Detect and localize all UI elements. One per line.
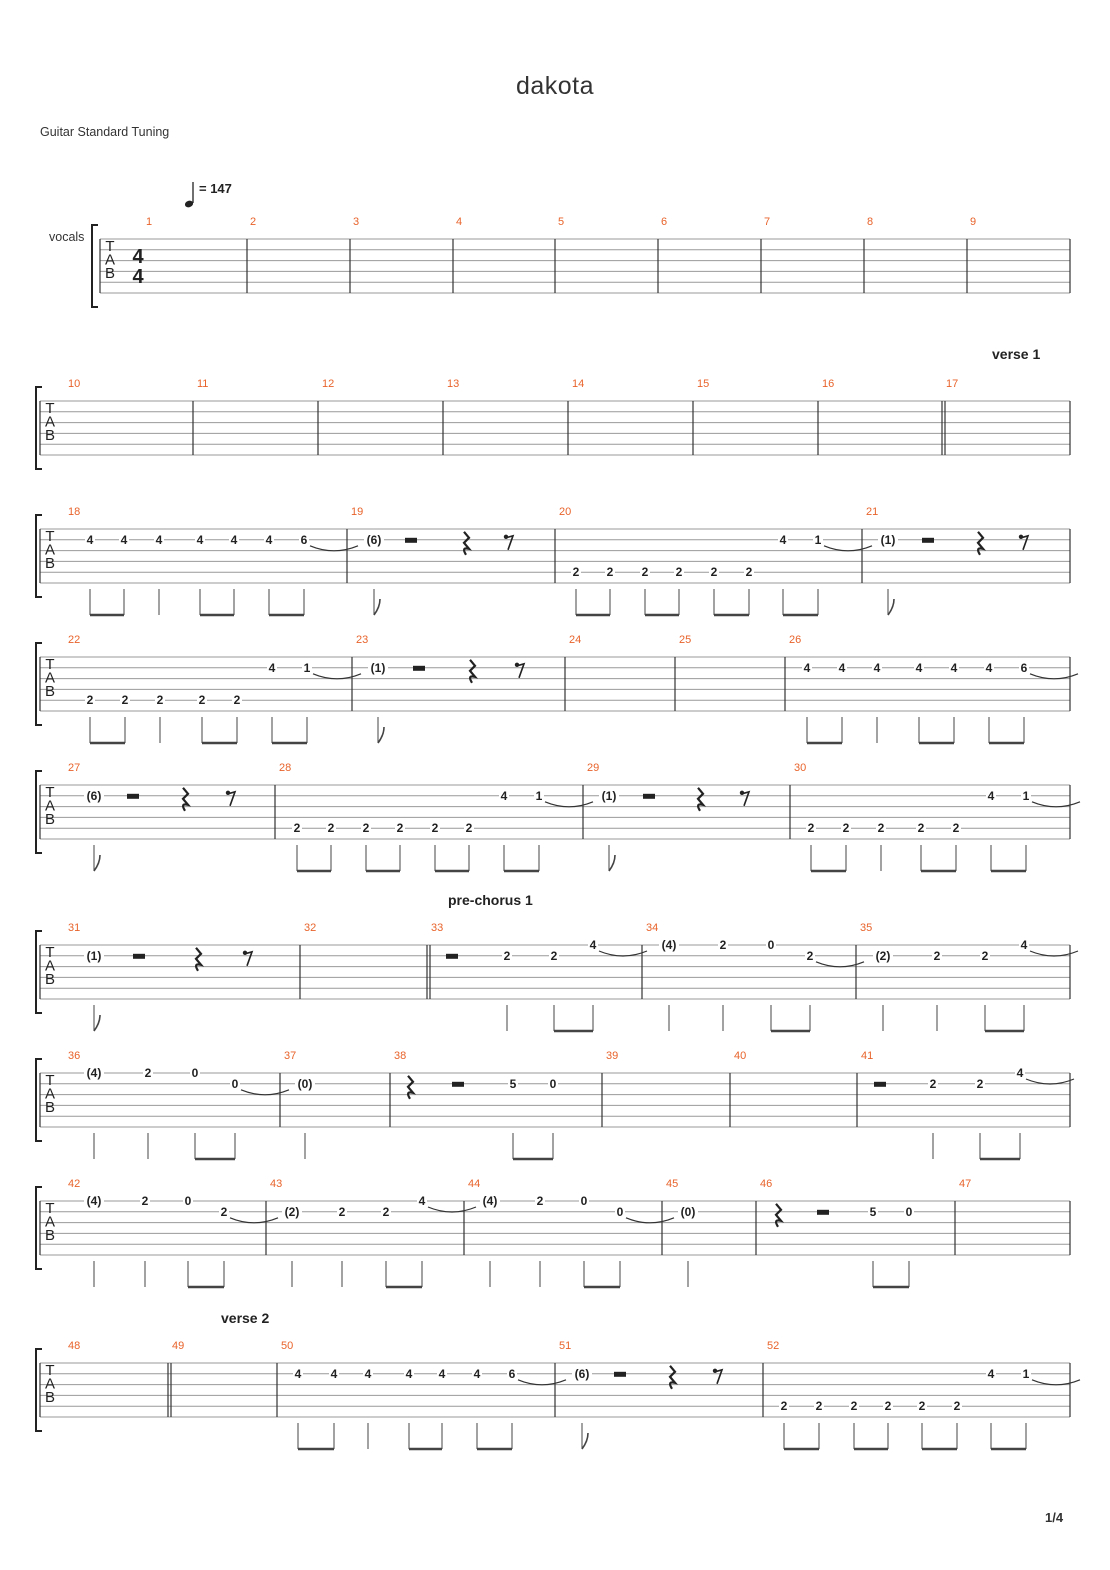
measure-number: 38 <box>394 1050 407 1062</box>
measure-number: 24 <box>569 634 582 646</box>
measure-number: 26 <box>789 634 802 646</box>
note-flag <box>582 1433 588 1449</box>
system-bracket <box>36 515 42 597</box>
note-flag <box>888 599 894 615</box>
fret-number: 5 <box>869 1204 877 1219</box>
measure-number: 5 <box>558 216 565 228</box>
fret-number: 6 <box>508 1366 516 1381</box>
tab-clef-letter: T <box>45 1072 55 1089</box>
system-bracket <box>36 1187 42 1269</box>
tab-clef-letter: A <box>44 1085 56 1103</box>
fret-number: 4 <box>987 788 995 803</box>
measure-number: 12 <box>322 378 335 390</box>
measure-number: 3 <box>353 216 360 228</box>
fret-number: 4 <box>155 532 163 547</box>
quarter-rest <box>183 788 188 811</box>
fret-number: 2 <box>710 565 718 580</box>
fret-number: 2 <box>953 1399 961 1414</box>
half-rest <box>922 538 934 543</box>
fret-number: 1 <box>303 660 311 675</box>
tab-clef-letter: A <box>44 1375 56 1393</box>
fret-number: 2 <box>396 821 404 836</box>
measure-number: 31 <box>68 922 81 934</box>
fret-number: 2 <box>121 693 129 708</box>
measure-number: 2 <box>250 216 257 228</box>
note-flag <box>378 727 384 743</box>
quarter-rest <box>978 532 983 555</box>
song-title: dakota <box>515 72 595 100</box>
measure-number: 4 <box>456 216 463 228</box>
fret-number: (4) <box>86 1194 102 1208</box>
eighth-rest <box>517 664 524 678</box>
tie-arc <box>545 802 593 807</box>
fret-number: (6) <box>366 532 382 547</box>
measure-number: 51 <box>559 1340 572 1352</box>
fret-number: 2 <box>917 821 925 836</box>
measure-number: 19 <box>351 506 364 518</box>
fret-number: 1 <box>1022 788 1030 803</box>
tie-arc <box>599 951 647 956</box>
tab-clef-letter: A <box>44 541 56 559</box>
section-verse-1: verse 1 <box>992 346 1041 362</box>
fret-number: 4 <box>803 660 811 675</box>
tab-staff-system <box>36 634 1078 743</box>
measure-number: 40 <box>734 1050 747 1062</box>
tab-clef-letter: T <box>45 784 55 801</box>
quarter-rest <box>670 1366 675 1389</box>
fret-number: 2 <box>220 1204 228 1219</box>
fret-number: 2 <box>465 821 473 836</box>
system-bracket <box>36 1059 42 1141</box>
measure-number: 27 <box>68 762 81 774</box>
fret-number: 2 <box>976 1076 984 1091</box>
tab-clef-letter: T <box>45 400 55 417</box>
measure-number: 35 <box>860 922 873 934</box>
fret-number: 4 <box>120 532 128 547</box>
measure-number: 1 <box>146 216 153 228</box>
fret-number: 4 <box>86 532 94 547</box>
tab-clef-letter: B <box>44 1389 56 1406</box>
tie-arc <box>1032 1380 1080 1385</box>
quarter-rest <box>464 532 469 555</box>
fret-number: 4 <box>405 1366 413 1381</box>
fret-number: 2 <box>198 693 206 708</box>
fret-number: 4 <box>265 532 273 547</box>
system-bracket <box>92 225 98 307</box>
fret-number: 2 <box>807 821 815 836</box>
fret-number: 0 <box>905 1204 913 1219</box>
tab-clef-letter: B <box>104 265 116 282</box>
fret-number: 4 <box>330 1366 338 1381</box>
fret-number: 4 <box>838 660 846 675</box>
fret-number: 6 <box>1020 660 1028 675</box>
measure-number: 16 <box>822 378 835 390</box>
fret-number: 0 <box>580 1194 588 1208</box>
tie-arc <box>428 1207 476 1212</box>
tab-clef-letter: B <box>44 971 56 988</box>
measure-number: 13 <box>447 378 460 390</box>
tab-clef-letter: B <box>44 1227 56 1244</box>
tab-staff-system <box>36 506 1070 615</box>
fret-number: 2 <box>933 948 941 963</box>
half-rest <box>452 1082 464 1087</box>
fret-number: 6 <box>300 532 308 547</box>
fret-number: 2 <box>606 565 614 580</box>
note-flag <box>609 855 615 871</box>
measure-number: 39 <box>606 1050 619 1062</box>
fret-number: 4 <box>987 1366 995 1381</box>
fret-number: 2 <box>293 821 301 836</box>
fret-number: 2 <box>877 821 885 836</box>
system-bracket <box>36 771 42 853</box>
quarter-rest <box>470 660 475 683</box>
half-rest <box>413 666 425 671</box>
fret-number: 2 <box>850 1399 858 1414</box>
fret-number: 4 <box>915 660 923 675</box>
tab-clef-letter: T <box>45 1362 55 1379</box>
fret-number: (6) <box>574 1366 590 1381</box>
fret-number: 2 <box>431 821 439 836</box>
eighth-rest <box>506 536 513 550</box>
fret-number: 2 <box>952 821 960 836</box>
fret-number: (0) <box>680 1204 696 1219</box>
measure-number: 47 <box>959 1178 972 1190</box>
measure-number: 23 <box>356 634 369 646</box>
fret-number: 0 <box>767 938 775 952</box>
measure-number: 34 <box>646 922 659 934</box>
measure-number: 10 <box>68 378 81 390</box>
quarter-rest <box>196 948 201 971</box>
measure-number: 50 <box>281 1340 294 1352</box>
fret-number: 2 <box>929 1076 937 1091</box>
measure-number: 33 <box>431 922 444 934</box>
measure-number: 29 <box>587 762 600 774</box>
quarter-rest <box>408 1076 413 1099</box>
eighth-rest <box>245 952 252 966</box>
measure-number: 20 <box>559 506 572 518</box>
section-pre-chorus-1: pre-chorus 1 <box>448 892 533 908</box>
fret-number: 2 <box>362 821 370 836</box>
fret-number: (2) <box>875 948 891 963</box>
fret-number: 0 <box>549 1076 557 1091</box>
note-flag <box>94 855 100 871</box>
tab-clef-letter: B <box>44 1099 56 1116</box>
measure-number: 15 <box>697 378 710 390</box>
half-rest <box>133 954 145 959</box>
fret-number: 2 <box>806 948 814 963</box>
measure-number: 44 <box>468 1178 481 1190</box>
fret-number: 4 <box>268 660 276 675</box>
tab-clef-letter: B <box>44 427 56 444</box>
eighth-rest <box>228 792 235 806</box>
tie-arc <box>313 674 361 679</box>
fret-number: 2 <box>719 938 727 952</box>
measure-number: 7 <box>764 216 771 228</box>
tab-clef-letter: T <box>45 528 55 545</box>
fret-number: (1) <box>880 532 896 547</box>
fret-number: 4 <box>418 1194 426 1208</box>
tie-arc <box>816 962 864 967</box>
half-rest <box>874 1082 886 1087</box>
fret-number: 2 <box>675 565 683 580</box>
tie-arc <box>518 1380 566 1385</box>
fret-number: 4 <box>1016 1066 1024 1080</box>
note-flag <box>94 1015 100 1031</box>
fret-number: (1) <box>86 948 102 963</box>
tab-staff-system <box>36 1178 1070 1287</box>
fret-number: 2 <box>156 693 164 708</box>
tab-staff-system <box>36 762 1080 871</box>
measure-number: 22 <box>68 634 81 646</box>
fret-number: 0 <box>231 1076 239 1091</box>
fret-number: (4) <box>86 1066 102 1080</box>
measure-number: 25 <box>679 634 692 646</box>
tie-arc <box>1026 1079 1074 1084</box>
tab-clef-letter: B <box>44 555 56 572</box>
fret-number: 2 <box>815 1399 823 1414</box>
measure-number: 21 <box>866 506 879 518</box>
fret-number: 2 <box>842 821 850 836</box>
tab-clef-letter: T <box>45 944 55 961</box>
half-rest <box>446 954 458 959</box>
eighth-rest <box>742 792 749 806</box>
fret-number: (1) <box>601 788 617 803</box>
fret-number: (0) <box>297 1076 313 1091</box>
tab-staff-system <box>36 378 1070 469</box>
fret-number: 2 <box>641 565 649 580</box>
measure-number: 43 <box>270 1178 283 1190</box>
fret-number: 0 <box>191 1066 199 1080</box>
tie-arc <box>1030 674 1078 679</box>
system-bracket <box>36 387 42 469</box>
half-rest <box>817 1210 829 1215</box>
fret-number: 4 <box>873 660 881 675</box>
tab-clef-letter: A <box>104 251 116 269</box>
measure-number: 8 <box>867 216 874 228</box>
tab-clef-letter: A <box>44 669 56 687</box>
system-bracket <box>36 1349 42 1431</box>
tuning-label: Guitar Standard Tuning <box>40 125 170 139</box>
note-flag <box>374 599 380 615</box>
fret-number: 2 <box>884 1399 892 1414</box>
fret-number: 4 <box>950 660 958 675</box>
time-signature-bottom: 4 <box>132 266 144 288</box>
fret-number: 1 <box>1022 1366 1030 1381</box>
measure-number: 18 <box>68 506 81 518</box>
measure-number: 6 <box>661 216 668 228</box>
tab-clef-letter: A <box>44 957 56 975</box>
system-bracket <box>36 643 42 725</box>
measure-number: 9 <box>970 216 977 228</box>
tie-arc <box>626 1218 674 1223</box>
tie-arc <box>1030 951 1078 956</box>
tie-arc <box>230 1218 278 1223</box>
tab-clef-letter: B <box>44 683 56 700</box>
tab-clef-letter: B <box>44 811 56 828</box>
fret-number: 4 <box>438 1366 446 1381</box>
fret-number: 2 <box>550 948 558 963</box>
system-bracket <box>36 931 42 1013</box>
measure-number: 37 <box>284 1050 297 1062</box>
track-name: vocals <box>49 230 85 244</box>
tie-arc <box>241 1090 289 1095</box>
fret-number: 2 <box>918 1399 926 1414</box>
quarter-rest <box>776 1204 781 1227</box>
measure-number: 49 <box>172 1340 185 1352</box>
fret-number: (6) <box>86 788 102 803</box>
fret-number: 2 <box>981 948 989 963</box>
measure-number: 32 <box>304 922 317 934</box>
measure-number: 42 <box>68 1178 81 1190</box>
fret-number: 4 <box>500 788 508 803</box>
measure-number: 36 <box>68 1050 81 1062</box>
fret-number: (4) <box>482 1194 498 1208</box>
fret-number: 2 <box>327 821 335 836</box>
tie-arc <box>824 546 872 551</box>
fret-number: 0 <box>184 1194 192 1208</box>
tab-clef-letter: A <box>44 797 56 815</box>
fret-number: 5 <box>509 1076 517 1091</box>
tab-staff-system <box>36 1050 1074 1159</box>
fret-number: 0 <box>616 1204 624 1219</box>
fret-number: 2 <box>382 1204 390 1219</box>
fret-number: 4 <box>985 660 993 675</box>
fret-number: 4 <box>589 938 597 952</box>
measure-number: 52 <box>767 1340 780 1352</box>
eighth-rest <box>715 1370 722 1384</box>
half-rest <box>614 1372 626 1377</box>
half-rest <box>127 794 139 799</box>
tab-clef-letter: T <box>45 656 55 673</box>
section-verse-2: verse 2 <box>221 1310 270 1326</box>
fret-number: 1 <box>814 532 822 547</box>
measure-number: 28 <box>279 762 292 774</box>
tab-clef-letter: T <box>45 1200 55 1217</box>
fret-number: 2 <box>503 948 511 963</box>
tab-clef-letter: A <box>44 413 56 431</box>
tab-staff-system <box>36 1340 1080 1449</box>
measure-number: 46 <box>760 1178 773 1190</box>
fret-number: 1 <box>535 788 543 803</box>
fret-number: 4 <box>196 532 204 547</box>
tab-clef-letter: A <box>44 1213 56 1231</box>
measure-number: 41 <box>861 1050 874 1062</box>
fret-number: 2 <box>572 565 580 580</box>
fret-number: 4 <box>230 532 238 547</box>
tab-staff-system <box>92 216 1070 307</box>
fret-number: 2 <box>233 693 241 708</box>
fret-number: (1) <box>370 660 386 675</box>
eighth-rest <box>1021 536 1028 550</box>
fret-number: 4 <box>473 1366 481 1381</box>
fret-number: 4 <box>364 1366 372 1381</box>
fret-number: (4) <box>661 938 677 952</box>
half-rest <box>405 538 417 543</box>
fret-number: 2 <box>86 693 94 708</box>
tab-staff-system <box>36 922 1078 1031</box>
measure-number: 14 <box>572 378 585 390</box>
quarter-rest <box>698 788 703 811</box>
time-signature-top: 4 <box>132 246 144 268</box>
measure-number: 11 <box>197 378 209 390</box>
measure-number: 45 <box>666 1178 679 1190</box>
fret-number: 4 <box>1020 938 1028 952</box>
tie-arc <box>310 546 358 551</box>
fret-number: 2 <box>338 1204 346 1219</box>
measure-number: 48 <box>68 1340 81 1352</box>
fret-number: 2 <box>536 1194 544 1208</box>
fret-number: 2 <box>745 565 753 580</box>
fret-number: 4 <box>779 532 787 547</box>
half-rest <box>643 794 655 799</box>
fret-number: 2 <box>144 1066 152 1080</box>
fret-number: 2 <box>141 1194 149 1208</box>
fret-number: 2 <box>780 1399 788 1414</box>
fret-number: (2) <box>284 1204 300 1219</box>
tempo-marking: = 147 <box>199 181 232 196</box>
measure-number: 17 <box>946 378 959 390</box>
page-number: 1/4 <box>1045 1510 1064 1525</box>
tie-arc <box>1032 802 1080 807</box>
fret-number: 4 <box>294 1366 302 1381</box>
quarter-note-icon <box>184 182 194 208</box>
tab-clef-letter: T <box>105 238 115 255</box>
measure-number: 30 <box>794 762 807 774</box>
